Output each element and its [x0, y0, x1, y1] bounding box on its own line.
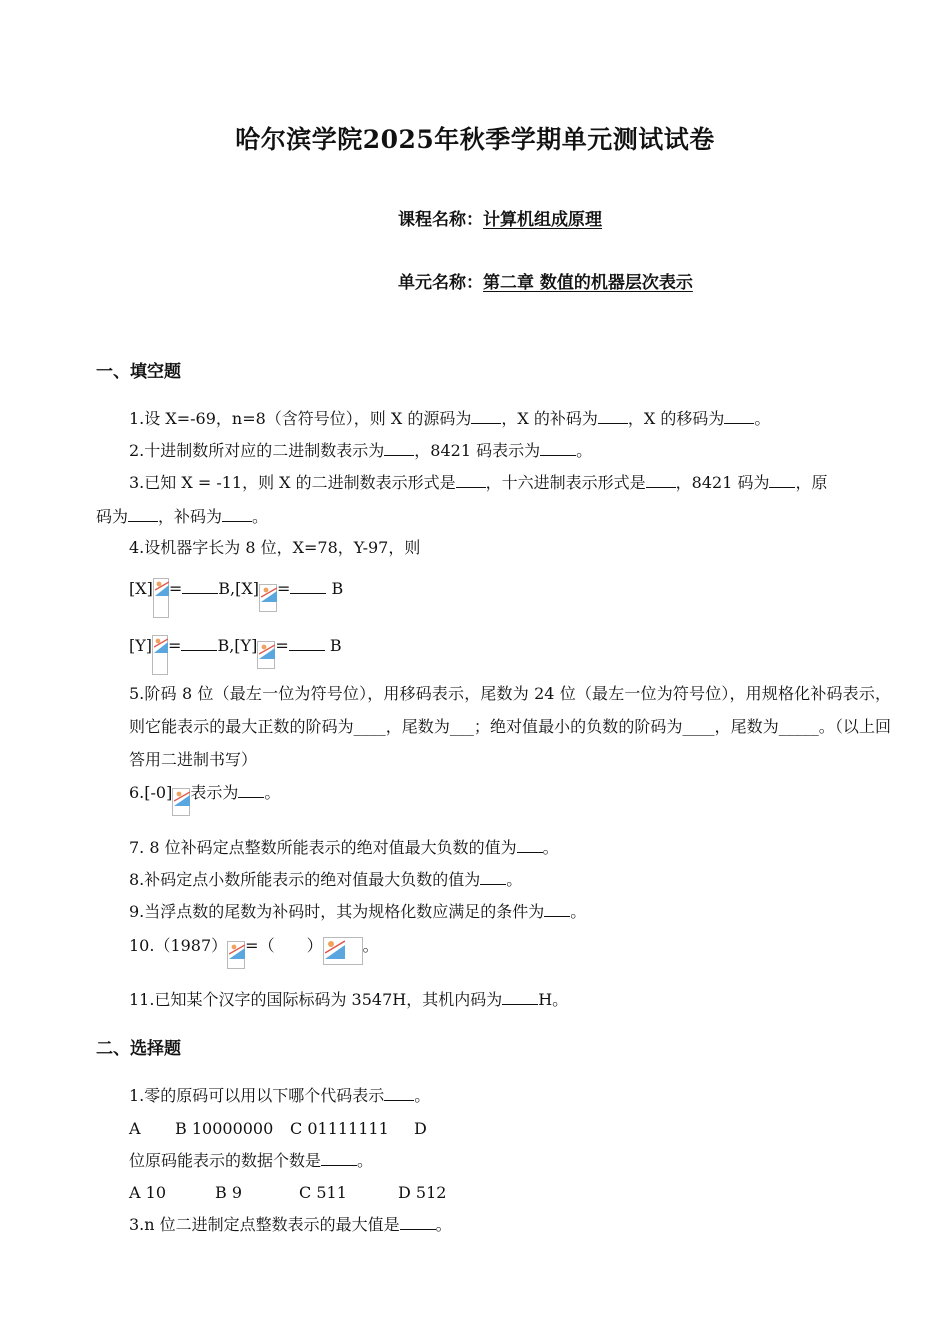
question-1-10: 10.（1987） =（ ） 。 — [96, 936, 891, 969]
broken-image-icon — [152, 635, 168, 675]
option-b: B 10000000 — [175, 1119, 274, 1138]
question-1-2: 2.十进制数所对应的二进制数表示为 ，8421 码表示为 。 — [129, 441, 593, 460]
answer-blank — [400, 1215, 436, 1230]
broken-image-icon — [323, 937, 363, 965]
question-1-4-x: [X] = B,[X] = B — [96, 578, 891, 618]
option-b: B 9 — [215, 1183, 243, 1202]
question-1-3-cont: 码为 ，补码为 。 — [96, 507, 269, 526]
section-heading-fill-in: 一、填空题 — [96, 362, 181, 382]
answer-blank — [769, 473, 795, 488]
question-1-6: 6.[-0] 表示为 。 — [96, 783, 891, 816]
answer-blank — [540, 441, 576, 456]
question-1-9: 9.当浮点数的尾数为补码时，其为规格化数应满足的条件为 。 — [129, 902, 587, 921]
answer-blank — [290, 579, 326, 594]
question-2-2-options — [96, 1183, 891, 1203]
question-1-4-y: [Y] = B,[Y] = B — [96, 635, 891, 675]
option-c: C 511 — [299, 1183, 347, 1202]
answer-blank — [182, 579, 218, 594]
option-a: A — [129, 1119, 141, 1138]
question-2-3: 3.n 位二进制定点整数表示的最大值是 。 — [129, 1215, 452, 1234]
answer-blank — [598, 409, 628, 424]
option-c: C 01111111 — [290, 1119, 389, 1138]
course-name-row — [398, 205, 602, 230]
broken-image-icon — [227, 941, 245, 969]
question-1-8: 8.补码定点小数所能表示的绝对值最大负数的值为 。 — [129, 870, 523, 889]
unit-value: 第二章 数值的机器层次表示 — [483, 273, 693, 293]
unit-name-row — [398, 268, 693, 293]
answer-blank — [181, 636, 217, 651]
answer-blank — [238, 783, 264, 798]
answer-blank — [321, 1151, 357, 1166]
answer-blank — [384, 441, 414, 456]
answer-blank — [724, 409, 754, 424]
question-2-1: 1.零的原码可以用以下哪个代码表示 。 — [129, 1086, 431, 1105]
question-2-2: 位原码能表示的数据个数是 。 — [129, 1151, 374, 1170]
answer-blank — [456, 473, 486, 488]
option-a: A 10 — [129, 1183, 166, 1202]
question-1-5: 5.阶码 8 位（最左一位为符号位），用移码表示，尾数为 24 位（最左一位为符号位），用规格化补码表示，则它能表示的最大正数的阶码为____，尾数为___；绝对值最小的负数的阶码为____，尾数为_____。（以上回答用二进制书写） — [129, 684, 891, 769]
answer-blank — [502, 990, 538, 1005]
option-d: D 512 — [398, 1183, 447, 1202]
answer-blank — [222, 507, 252, 522]
answer-blank — [517, 838, 543, 853]
broken-image-icon — [257, 641, 275, 669]
broken-image-icon — [172, 788, 190, 816]
answer-blank — [128, 507, 158, 522]
answer-blank — [480, 870, 506, 885]
broken-image-icon — [259, 584, 277, 612]
question-1-7: 7. 8 位补码定点整数所能表示的绝对值最大负数的值为 。 — [129, 838, 559, 857]
question-1-4: 4.设机器字长为 8 位，X=78，Y-97，则 — [129, 538, 421, 557]
answer-blank — [289, 636, 325, 651]
course-label: 课程名称： — [398, 210, 483, 230]
answer-blank — [544, 902, 570, 917]
question-1-3: 3.已知 X = -11，则 X 的二进制数表示形式是 ，十六进制表示形式是 ，8421 码为 ，原 — [129, 473, 828, 492]
question-1-1: 1.设 X=-69，n=8（含符号位），则 X 的源码为 ，X 的补码为 ，X 的移码为 。 — [129, 409, 771, 428]
course-value: 计算机组成原理 — [483, 210, 602, 230]
section-heading-choice: 二、选择题 — [96, 1039, 181, 1059]
broken-image-icon — [153, 578, 169, 618]
option-d: D — [414, 1119, 427, 1138]
answer-blank — [471, 409, 501, 424]
question-2-1-options — [96, 1119, 891, 1139]
page-title: 哈尔滨学院2025年秋季学期单元测试试卷 — [235, 125, 715, 154]
unit-label: 单元名称： — [398, 273, 483, 293]
answer-blank — [646, 473, 676, 488]
question-1-11: 11.已知某个汉字的国际标码为 3547H，其机内码为 H。 — [129, 990, 569, 1009]
answer-blank — [384, 1086, 414, 1101]
